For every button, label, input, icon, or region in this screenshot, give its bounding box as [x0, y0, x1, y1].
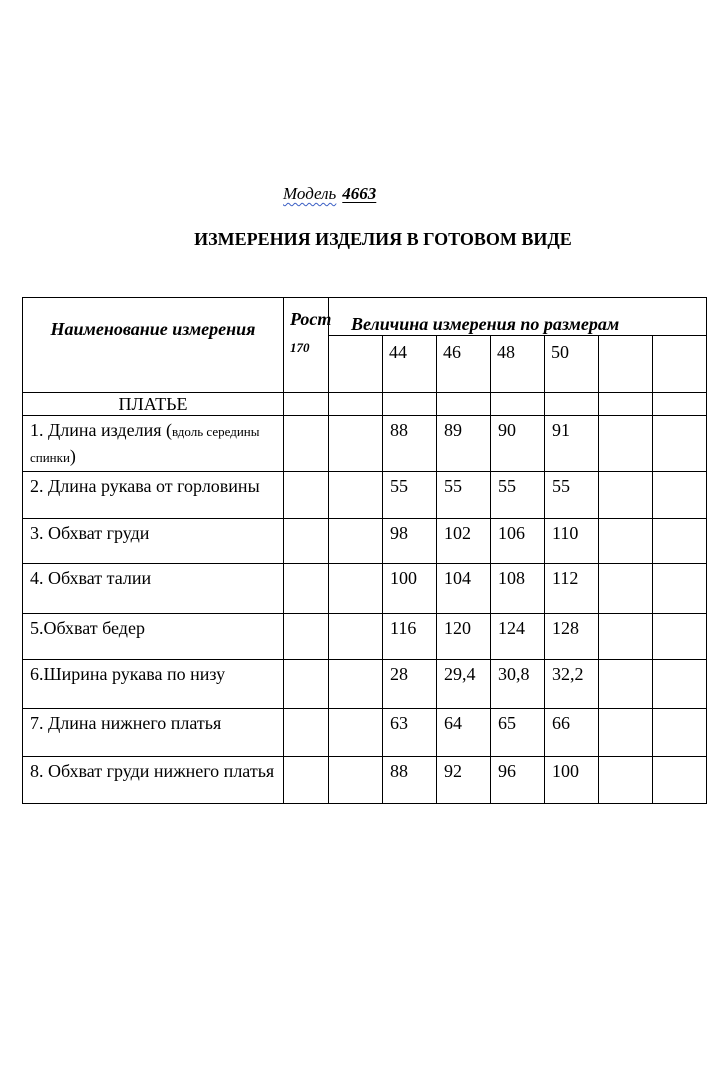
measurement-value: 104 [437, 564, 491, 614]
table-header-row [23, 298, 707, 336]
model-label: Модель [283, 184, 337, 203]
measurement-name: 4. Обхват талии [23, 564, 284, 614]
measurement-value: 91 [545, 416, 599, 472]
size-header: 44 [383, 336, 437, 393]
measurement-value: 29,4 [437, 660, 491, 709]
measurement-value: 112 [545, 564, 599, 614]
measurement-value: 63 [383, 709, 437, 757]
table-row [23, 614, 707, 660]
measurement-value: 90 [491, 416, 545, 472]
measurement-value: 66 [545, 709, 599, 757]
measurement-value: 120 [437, 614, 491, 660]
measurement-value: 98 [383, 519, 437, 564]
section-row [23, 393, 707, 416]
measurement-value: 32,2 [545, 660, 599, 709]
measurement-value: 55 [545, 472, 599, 519]
measurement-value: 100 [383, 564, 437, 614]
document-title: ИЗМЕРЕНИЯ ИЗДЕЛИЯ В ГОТОВОМ ВИДЕ [194, 229, 572, 249]
size-header: 46 [437, 336, 491, 393]
measurement-value: 30,8 [491, 660, 545, 709]
model-number: 4663 [342, 184, 377, 203]
measurement-value: 116 [383, 614, 437, 660]
table-row [23, 564, 707, 614]
measurement-value: 108 [491, 564, 545, 614]
column-header-sizes: Величина измерения по размерам [329, 298, 707, 336]
measurement-value: 88 [383, 416, 437, 472]
column-header-name: Наименование измерения [23, 298, 284, 393]
measurement-name: 6.Ширина рукава по низу [23, 660, 284, 709]
table-row [23, 416, 707, 472]
size-empty-cell [653, 336, 707, 393]
measurement-name: 2. Длина рукава от горловины [23, 472, 284, 519]
rost-label: Рост [290, 309, 332, 329]
measurement-name: 8. Обхват груди нижнего платья [23, 757, 284, 804]
table-row [23, 757, 707, 804]
measurement-name: 7. Длина нижнего платья [23, 709, 284, 757]
measurement-value: 28 [383, 660, 437, 709]
measurement-value: 55 [383, 472, 437, 519]
measurement-value: 102 [437, 519, 491, 564]
measurement-value: 55 [437, 472, 491, 519]
table-row [23, 519, 707, 564]
size-empty-cell [599, 336, 653, 393]
size-header: 48 [491, 336, 545, 393]
table-row [23, 660, 707, 709]
measurement-name: 3. Обхват груди [23, 519, 284, 564]
measurement-value: 64 [437, 709, 491, 757]
measurement-value: 55 [491, 472, 545, 519]
measurement-value: 65 [491, 709, 545, 757]
measurement-value: 88 [383, 757, 437, 804]
section-label: ПЛАТЬЕ [23, 393, 284, 416]
measurement-value: 128 [545, 614, 599, 660]
measurement-value: 89 [437, 416, 491, 472]
measurement-value: 100 [545, 757, 599, 804]
measurement-value: 96 [491, 757, 545, 804]
measurements-table [22, 297, 707, 804]
measurement-value: 110 [545, 519, 599, 564]
model-line [283, 184, 376, 204]
size-empty-cell [329, 336, 383, 393]
column-header-rost [284, 298, 332, 393]
size-header: 50 [545, 336, 599, 393]
table-row [23, 472, 707, 519]
rost-value: 170 [290, 340, 310, 355]
measurement-value: 124 [491, 614, 545, 660]
table-row [23, 709, 707, 757]
measurement-name: 5.Обхват бедер [23, 614, 284, 660]
measurement-name: 1. Длина изделия (вдоль середины спинки) [23, 416, 284, 472]
measurement-value: 92 [437, 757, 491, 804]
measurement-value: 106 [491, 519, 545, 564]
